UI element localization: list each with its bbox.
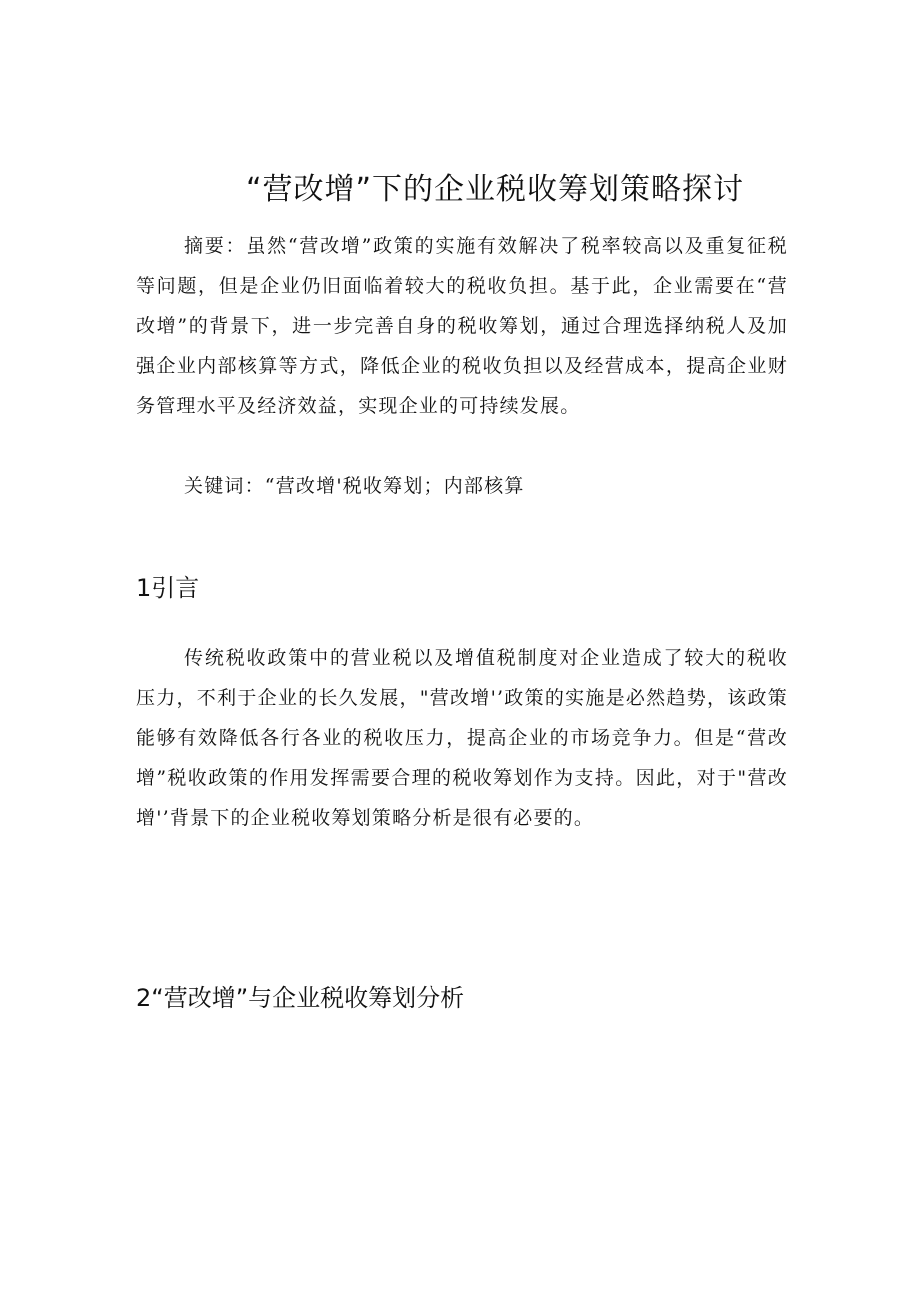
abstract-paragraph: 摘要：虽然“营改增”政策的实施有效解决了税率较高以及重复征税等问题，但是企业仍旧面临着较大的税收负担。基于此，企业需要在“营改增”的背景下，进一步完善自身的税收筹划，通过合理选择纳税人及加强企业内部核算等方式，降低企业的税收负担以及经营成本，提高企业财务管理水平及经济效益，实现企业的可持续发展。 bbox=[136, 235, 788, 417]
introduction-paragraph: 传统税收政策中的营业税以及增值税制度对企业造成了较大的税收压力，不利于企业的长久发展，"营改增'’政策的实施是必然趋势，该政策能够有效降低各行各业的税收压力，提高企业的市场竞争力。但是“营改增”税收政策的作用发挥需要合理的税收筹划作为支持。因此，对于"营改增'’背景下的企业税收筹划策略分析是很有必要的。 bbox=[136, 647, 788, 829]
document-title: “营改增”下的企业税收筹划策略探讨 bbox=[245, 172, 745, 207]
keywords-line: 关键词：“营改增'税收筹划；内部核算 bbox=[184, 475, 525, 497]
section-heading-introduction: 1引言 bbox=[136, 574, 200, 602]
section-heading-analysis: 2“营改增”与企业税收筹划分析 bbox=[136, 984, 465, 1012]
